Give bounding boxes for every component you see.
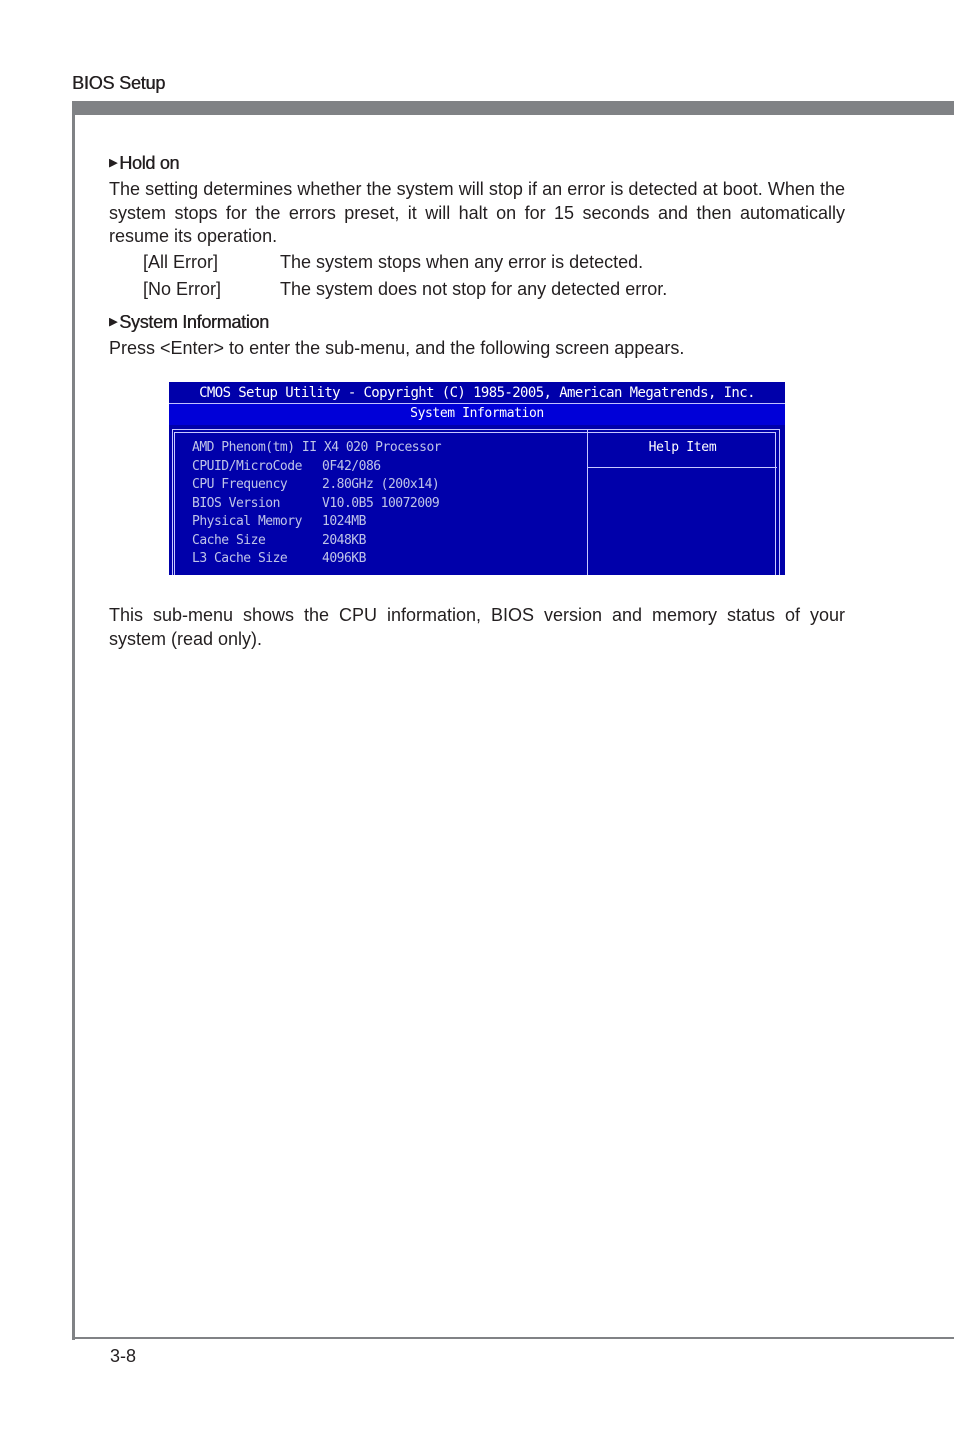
bios-screen [169,382,785,575]
header-title: BIOS Setup [72,73,166,93]
bios-row-value: 1024MB [322,514,366,529]
bios-info-row [192,476,441,495]
option-key: [All Error] [143,252,219,272]
bios-row-label: CPU Frequency [192,477,288,492]
system-information-outro: This sub-menu shows the CPU information, BIOS version and memory status of your system (read only). [109,605,845,649]
bottom-margin-rule [72,1337,954,1339]
option-row-all-error [143,252,643,273]
hold-on-description: The setting determines whether the system will stop if an error is detected at boot. When the system stops for the errors preset, it will halt on for 15 seconds and then automatically resume its operation. [109,179,845,246]
bios-row-label: BIOS Version [192,495,280,511]
option-row-no-error [143,279,667,300]
triangle-bullet-icon: ▶ [109,157,118,169]
bios-row-label: Physical Memory [192,514,302,529]
bios-info-row [192,532,441,551]
page-number: 3-8 [110,1346,137,1366]
section-heading-hold-on [109,153,179,174]
bios-info-row [192,495,441,514]
bios-info-row [192,458,441,477]
bios-row-value: 4096KB [322,551,366,566]
bios-row-value: 2.80GHz (200x14) [322,477,440,492]
bios-row-label: CPUID/MicroCode [192,458,302,474]
option-text: The system stops when any error is detected. [280,252,644,272]
bios-info-row [192,550,441,569]
bios-row-value: V10.0B5 10072009 [322,495,440,511]
bios-help-rule [588,467,777,468]
bios-info-row [192,513,441,532]
bios-subtitle-bar: System Information [169,403,785,425]
bios-row-value: 0F42/086 [322,458,381,474]
section-heading-system-information [109,312,269,333]
left-margin-rule [72,101,75,1340]
bios-row-label: L3 Cache Size [192,551,288,566]
bios-title-bar: CMOS Setup Utility - Copyright (C) 1985-2005, American Megatrends, Inc. [169,383,785,403]
section-heading-label: System Information [119,312,269,332]
bios-row-value: 2048KB [322,532,366,548]
header-bar [72,101,954,115]
option-key: [No Error] [143,279,222,299]
triangle-bullet-icon: ▶ [109,316,118,328]
system-information-intro: Press <Enter> to enter the sub-menu, and the following screen appears. [109,338,685,358]
bios-help-title: Help Item [648,440,717,455]
bios-info-rows [192,439,441,569]
bios-row-label: Cache Size [192,532,266,548]
option-text: The system does not stop for any detected error. [280,279,668,299]
bios-processor-row: AMD Phenom(tm) II X4 020 Processor [192,440,442,455]
section-heading-label: Hold on [119,153,180,173]
